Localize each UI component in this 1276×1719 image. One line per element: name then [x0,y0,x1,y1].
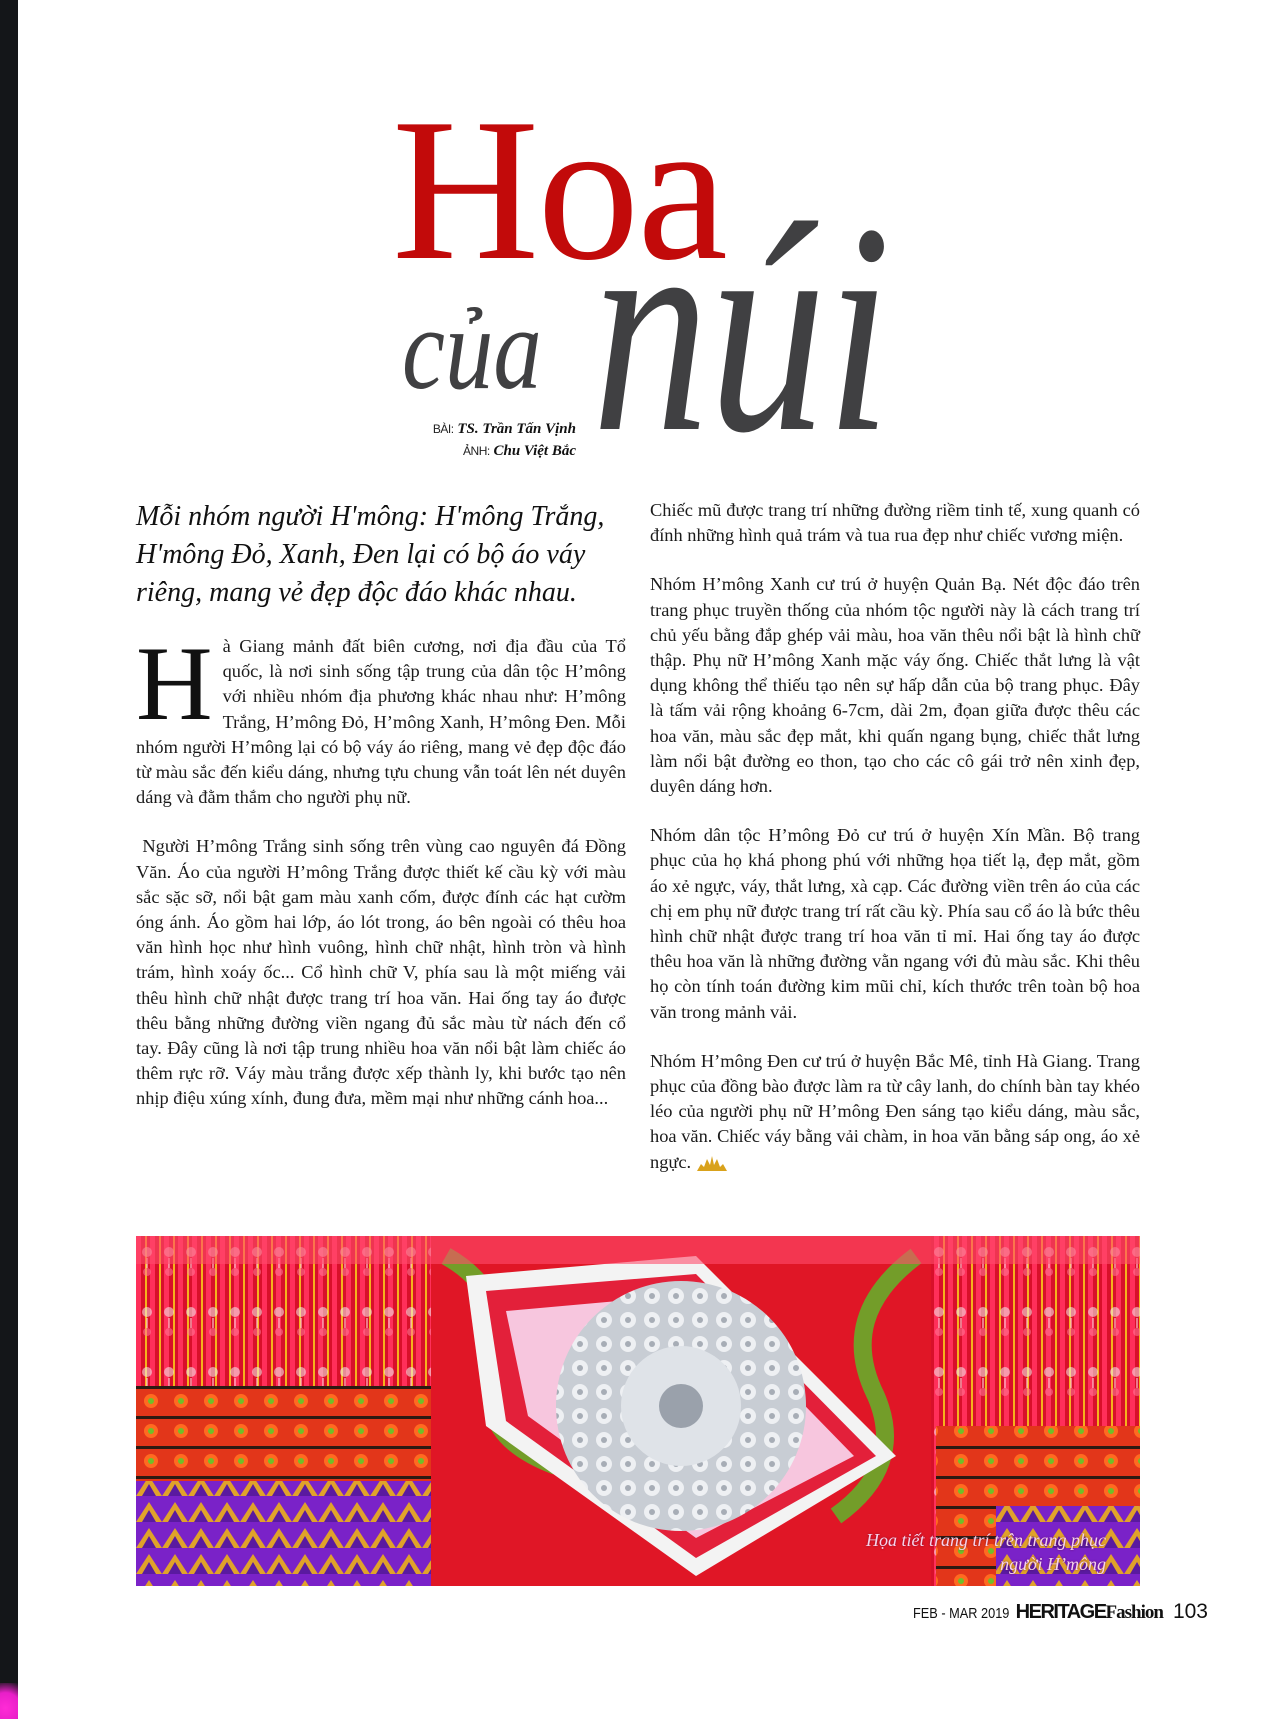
author-label: BÀI: [432,422,454,436]
paragraph-hmong-xanh: Nhóm H’mông Xanh cư trú ở huyện Quản Bạ. Nét độc đáo trên trang phục truyền thống của nhóm tộc người này là cách trang trí chủ yếu bằng đắp ghép vải màu, hoa văn thêu nổi bật là hình chữ thập. Phụ nữ H’mông Xanh mặc váy ống. Chiếc thắt lưng là vật dụng không thể thiếu tạo nên sự hấp dẫn của bộ trang phục. Đây là tấm vải rộng khoảng 6-7cm, dài 2m, đọan giữa được thêu các hoa văn, màu sắc đẹp mắt, khi quấn ngang bụng, chiếc thắt lưng làm nổi bật đường eo thon, tạo cho các cô gái trở nên xinh đẹp, duyên dáng hơn. [650,574,1140,797]
paragraph-hmong-do: Nhóm dân tộc H’mông Đỏ cư trú ở huyện Xín Mần. Bộ trang phục của họ khá phong phú với những họa tiết lạ, đẹp mắt, gồm áo xẻ ngực, váy, thắt lưng, xà cạp. Các đường viền trên áo của các chị em phụ nữ được trang trí rất cầu kỳ. Phía sau cổ áo là bức thêu hình chữ nhật được trang trí hoa văn tỉ mỉ. Hai ống tay áo được thêu hoa văn là những đường vằn ngang với đủ màu sắc. Khi thêu họ còn tính toán đường kim mũi chỉ, kích thước trên toàn bộ hoa văn trong mảnh vải. [650,825,1140,1022]
lede: Mỗi nhóm người H'mông: H'mông Trắng, H'mông Đỏ, Xanh, Đen lại có bộ áo váy riêng, mang vẻ đẹp độc đáo khác nhau. [136,501,605,608]
paragraph-hmong-trang: Người H’mông Trắng sinh sống trên vùng cao nguyên đá Đồng Văn. Áo của người H’mông Trắng được thiết kế cầu kỳ với màu sắc sặc sỡ, nổi bật gam màu xanh cốm, được đính các hạt cườm óng ánh. Áo gồm hai lớp, áo lót trong, áo bên ngoài có thêu hoa văn hình học như hình vuông, hình chữ nhật, hình tròn và hình trám, hình xoáy ốc... Cổ hình chữ V, phía sau là một miếng vải thêu hình chữ nhật được trang trí hoa văn. Hai ống tay áo được thêu bằng những đường viền ngang đủ sắc màu từ nách đến cổ tay. Đây cũng là nơi tập trung nhiều hoa văn nổi bật làm chiếc áo thêm rực rỡ. Váy màu trắng được xếp thành ly, khi bước tạo nên nhịp điệu xúng xính, đung đưa, mềm mại như những cánh hoa... [136,836,631,1109]
intro-paragraph [136,625,626,810]
paragraph-hat: Chiếc mũ được trang trí những đường riềm tinh tế, xung quanh có đính những hình quả trám và tua rua đẹp như chiếc vương miện. [650,500,1140,546]
photo-caption: Họa tiết trang trí trên trang phục người H’mông [866,1530,1106,1574]
page-edge-strip [0,0,18,1719]
drop-cap: H [136,625,213,742]
right-column [650,498,1140,1199]
paragraph-hmong-den-wrap [650,1049,1140,1175]
byline [433,418,576,462]
page-footer [896,1600,1208,1624]
author-name: TS. Trần Tấn Vịnh [457,421,576,437]
byline-photographer [433,440,576,462]
lotus-icon [695,1153,729,1169]
left-column [136,498,631,1136]
byline-author [433,418,576,440]
intro-text: à Giang mảnh đất biên cương, nơi địa đầu của Tổ quốc, là nơi sinh sống tập trung của dân tộc H’mông với nhiều nhóm địa phương khác nhau như: H’mông Trắng, H’mông Đỏ, H’mông Xanh, H’mông Đen. Mỗi nhóm người H’mông lại có bộ váy áo riêng, mang vẻ đẹp độc đáo từ màu sắc đến kiểu dáng, nhưng tựu chung vẫn toát lên nét duyên dáng và đằm thắm cho người phụ nữ. [136,636,626,808]
page-edge-color-blob [0,1683,18,1719]
title-line-1: Hoa [392,77,726,303]
photographer-label: ẢNH: [463,444,490,458]
title-line-2-small: của [402,283,542,414]
magazine-brand-heritage: HERITAGE [1015,1601,1106,1623]
costume-photo [136,1236,1140,1586]
paragraph-hmong-den: Nhóm H’mông Đen cư trú ở huyện Bắc Mê, tỉnh Hà Giang. Trang phục của đồng bào được làm ra từ cây lanh, do chính bàn tay khéo léo của người phụ nữ H’mông Đen sáng tạo kiểu dáng, màu sắc, hoa văn. Chiếc váy bằng vải chàm, in hoa văn bằng sáp ong, áo xẻ ngực. [650,1050,1140,1172]
magazine-brand-fashion: Fashion [1105,1602,1163,1623]
title-line-2-large: núi [592,162,892,494]
issue-date: FEB - MAR 2019 [913,1605,1010,1622]
page-number: 103 [1172,1600,1208,1623]
photographer-name: Chu Việt Bắc [493,443,576,459]
